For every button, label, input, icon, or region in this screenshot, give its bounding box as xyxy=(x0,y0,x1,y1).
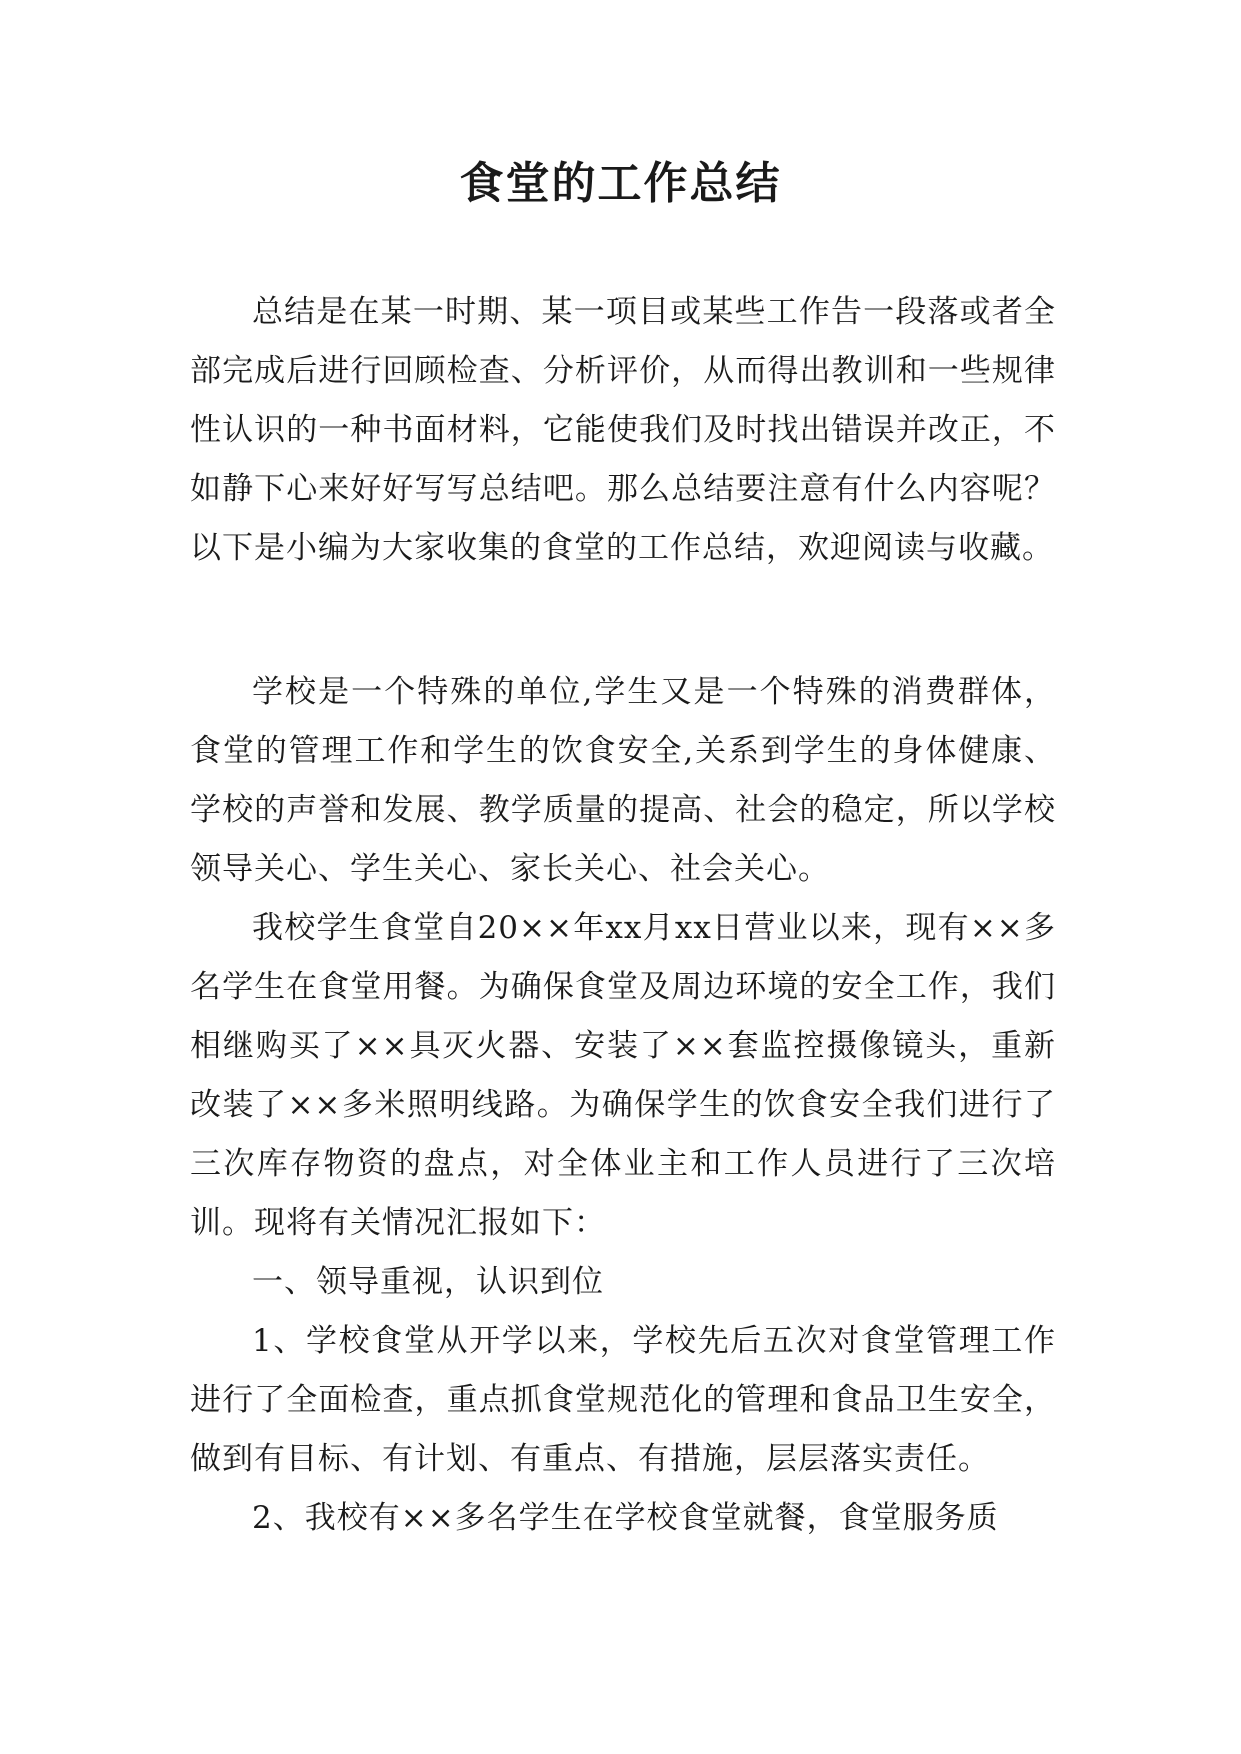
intro-section xyxy=(190,283,1056,578)
main-section xyxy=(190,663,1056,1548)
intro-paragraph: 总结是在某一时期、某一项目或某些工作告一段落或者全部完成后进行回顾检查、分析评价，从而得出教训和一些规律性认识的一种书面材料，它能使我们及时找出错误并改正，不如静下心来好好写写总结吧。那么总结要注意有什么内容呢？以下是小编为大家收集的食堂的工作总结，欢迎阅读与收藏。 xyxy=(190,294,1056,566)
body-paragraph-1: 学校是一个特殊的单位,学生又是一个特殊的消费群体，食堂的管理工作和学生的饮食安全,关系到学生的身体健康、学校的声誉和发展、教学质量的提高、社会的稳定，所以学校领导关心、学生关心、家长关心、社会关心。 xyxy=(190,674,1056,887)
document-title: 食堂的工作总结 xyxy=(459,158,782,209)
body-paragraph-4: 2、我校有××多名学生在学校食堂就餐，食堂服务质 xyxy=(252,1500,999,1536)
body-paragraph-2: 我校学生食堂自20××年xx月xx日营业以来，现有××多名学生在食堂用餐。为确保食堂及周边环境的安全工作，我们相继购买了××具灭火器、安装了××套监控摄像镜头，重新改装了××多米照明线路。为确保学生的饮食安全我们进行了三次库存物资的盘点，对全体业主和工作人员进行了三次培训。现将有关情况汇报如下： xyxy=(190,910,1056,1241)
section-heading-1: 一、领导重视，认识到位 xyxy=(252,1264,604,1300)
body-paragraph-3: 1、学校食堂从开学以来，学校先后五次对食堂管理工作进行了全面检查，重点抓食堂规范化的管理和食品卫生安全，做到有目标、有计划、有重点、有措施，层层落实责任。 xyxy=(190,1323,1056,1477)
